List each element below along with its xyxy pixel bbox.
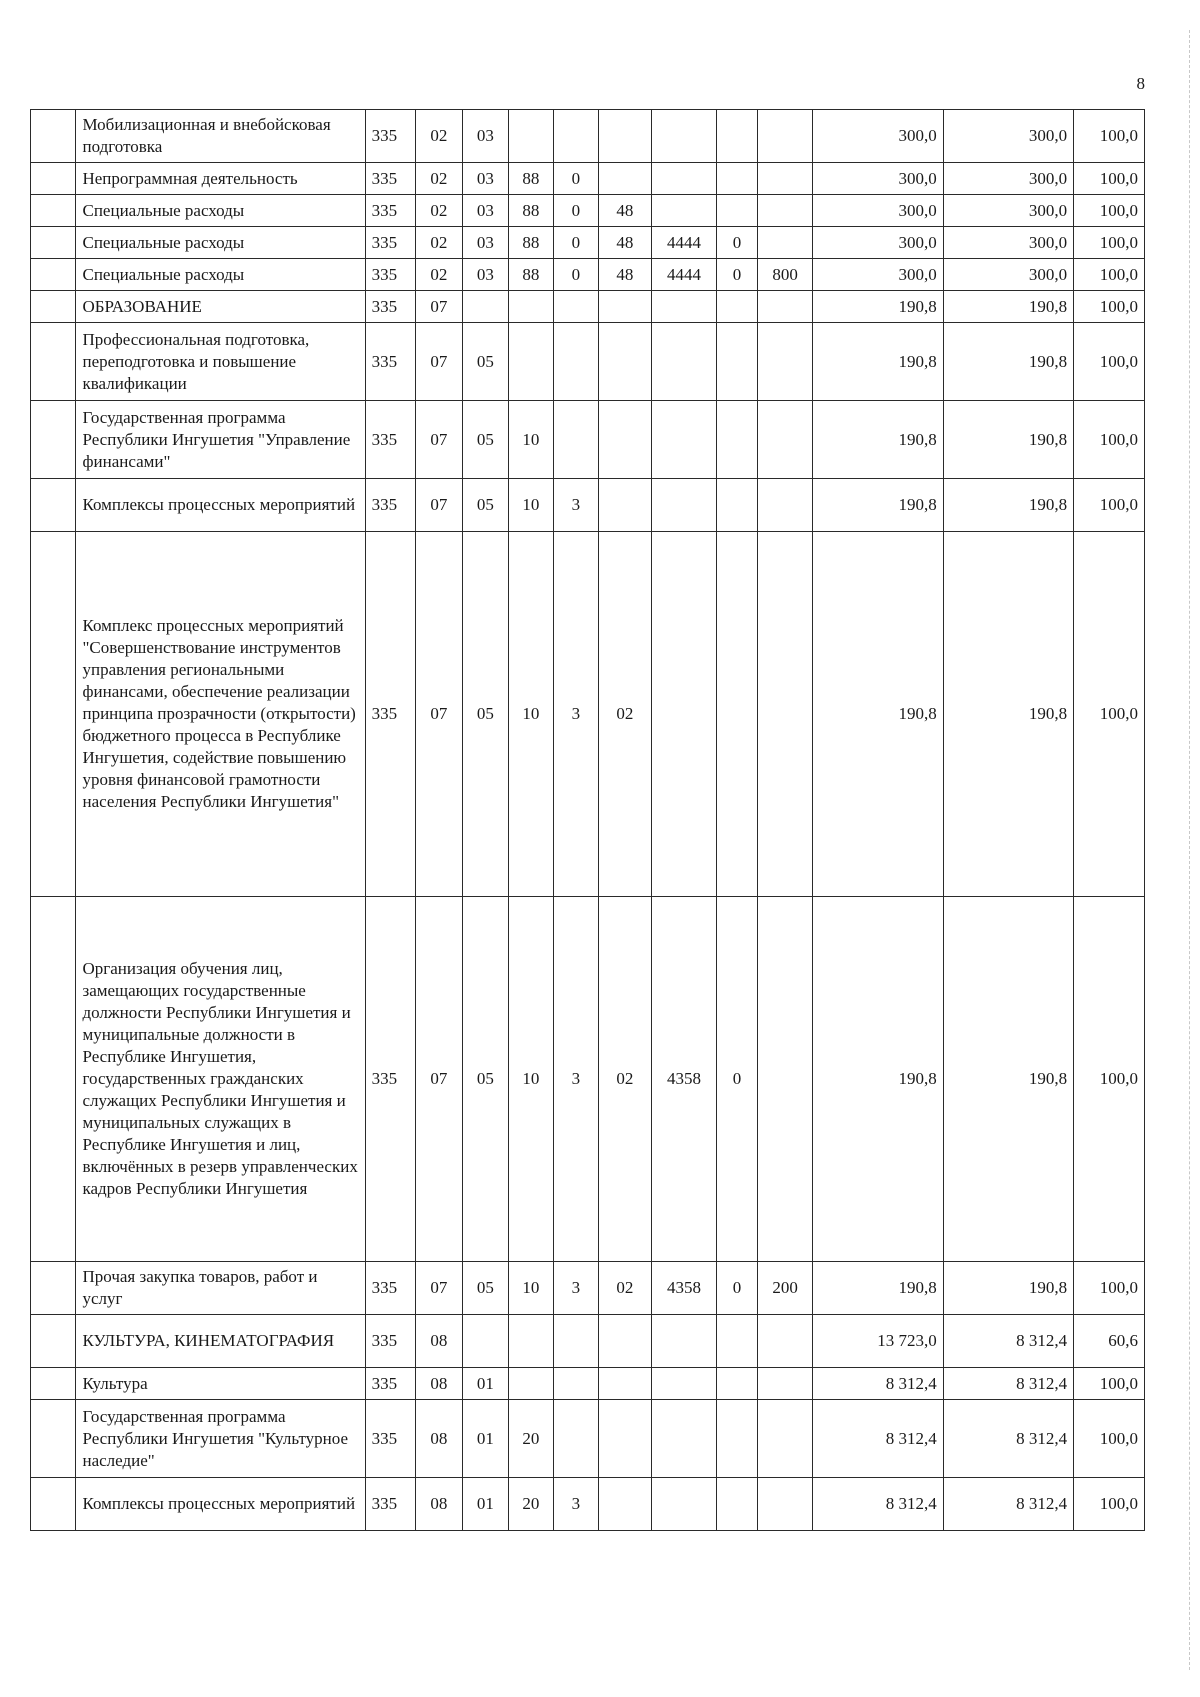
code-program: 88	[509, 195, 553, 227]
code-program: 10	[509, 897, 553, 1262]
code-subprogram	[553, 1315, 598, 1368]
amount-plan: 8 312,4	[813, 1400, 943, 1478]
code-direction	[651, 291, 717, 323]
code-subsection: 03	[462, 195, 509, 227]
table-row	[31, 401, 1145, 479]
row-name: ОБРАЗОВАНИЕ	[76, 291, 365, 323]
code-direction-suffix	[717, 401, 757, 479]
row-name: Специальные расходы	[76, 227, 365, 259]
code-program: 88	[509, 259, 553, 291]
row-index-cell	[31, 1478, 76, 1531]
code-direction	[651, 1315, 717, 1368]
code-subprogram	[553, 323, 598, 401]
code-program: 20	[509, 1478, 553, 1531]
amount-percent: 100,0	[1074, 1368, 1145, 1400]
row-index-cell	[31, 479, 76, 532]
code-direction: 4358	[651, 1262, 717, 1315]
code-subsection: 03	[462, 227, 509, 259]
code-section: 02	[416, 110, 463, 163]
code-expense-type	[757, 1478, 813, 1531]
code-expense-type	[757, 897, 813, 1262]
code-subsection	[462, 1315, 509, 1368]
code-subsection: 05	[462, 897, 509, 1262]
code-direction-suffix	[717, 1400, 757, 1478]
code-program: 20	[509, 1400, 553, 1478]
code-direction-suffix	[717, 1368, 757, 1400]
amount-percent: 100,0	[1074, 163, 1145, 195]
code-admin: 335	[365, 1478, 416, 1531]
code-program	[509, 1368, 553, 1400]
amount-percent: 100,0	[1074, 110, 1145, 163]
code-admin: 335	[365, 163, 416, 195]
row-name: Государственная программа Республики Ингушетия "Культурное наследие"	[76, 1400, 365, 1478]
code-admin: 335	[365, 227, 416, 259]
code-direction	[651, 479, 717, 532]
budget-table	[30, 109, 1145, 1531]
code-expense-type: 200	[757, 1262, 813, 1315]
amount-percent: 100,0	[1074, 1262, 1145, 1315]
row-name: Государственная программа Республики Ингушетия "Управление финансами"	[76, 401, 365, 479]
code-direction-suffix	[717, 110, 757, 163]
amount-plan: 8 312,4	[813, 1478, 943, 1531]
code-program: 10	[509, 401, 553, 479]
code-expense-type	[757, 479, 813, 532]
amount-fact: 8 312,4	[943, 1368, 1073, 1400]
row-index-cell	[31, 1262, 76, 1315]
amount-percent: 100,0	[1074, 532, 1145, 897]
table-row	[31, 1262, 1145, 1315]
table-row	[31, 532, 1145, 897]
amount-percent: 100,0	[1074, 227, 1145, 259]
code-subprogram: 0	[553, 259, 598, 291]
code-expense-type	[757, 195, 813, 227]
code-admin: 335	[365, 897, 416, 1262]
row-name: Комплекс процессных мероприятий "Совершенствование инструментов управления региональными финансами, обеспечение реализации принципа прозрачности (открытости) бюджетного процесса в Республике Ингушетия, содействие повышению уровня финансовой грамотности населения Республики Ингушетия"	[76, 532, 365, 897]
code-direction-suffix	[717, 323, 757, 401]
code-expense-type	[757, 291, 813, 323]
table-row	[31, 291, 1145, 323]
code-direction-suffix	[717, 195, 757, 227]
row-index-cell	[31, 401, 76, 479]
code-section: 07	[416, 479, 463, 532]
table-row	[31, 479, 1145, 532]
code-direction	[651, 110, 717, 163]
code-activity	[599, 479, 652, 532]
amount-plan: 190,8	[813, 323, 943, 401]
code-subprogram	[553, 401, 598, 479]
code-direction: 4444	[651, 259, 717, 291]
code-activity	[599, 401, 652, 479]
code-section: 08	[416, 1368, 463, 1400]
code-direction	[651, 532, 717, 897]
code-activity: 02	[599, 897, 652, 1262]
amount-percent: 100,0	[1074, 1478, 1145, 1531]
code-direction	[651, 323, 717, 401]
code-expense-type	[757, 1315, 813, 1368]
code-expense-type	[757, 163, 813, 195]
amount-plan: 13 723,0	[813, 1315, 943, 1368]
code-program	[509, 110, 553, 163]
row-index-cell	[31, 259, 76, 291]
code-subsection: 05	[462, 401, 509, 479]
code-direction: 4444	[651, 227, 717, 259]
amount-plan: 300,0	[813, 163, 943, 195]
row-index-cell	[31, 897, 76, 1262]
code-activity	[599, 1315, 652, 1368]
row-index-cell	[31, 1315, 76, 1368]
code-subprogram: 3	[553, 532, 598, 897]
code-subsection: 03	[462, 110, 509, 163]
amount-fact: 190,8	[943, 897, 1073, 1262]
code-admin: 335	[365, 195, 416, 227]
amount-percent: 100,0	[1074, 291, 1145, 323]
code-section: 08	[416, 1400, 463, 1478]
code-activity	[599, 1478, 652, 1531]
row-name: Непрограммная деятельность	[76, 163, 365, 195]
code-activity	[599, 1368, 652, 1400]
code-program	[509, 1315, 553, 1368]
code-section: 07	[416, 897, 463, 1262]
table-row	[31, 897, 1145, 1262]
code-expense-type	[757, 401, 813, 479]
code-direction-suffix	[717, 291, 757, 323]
code-activity	[599, 1400, 652, 1478]
code-expense-type	[757, 1400, 813, 1478]
page-number: 8	[1136, 74, 1145, 93]
table-row	[31, 1315, 1145, 1368]
row-name: Прочая закупка товаров, работ и услуг	[76, 1262, 365, 1315]
row-index-cell	[31, 1368, 76, 1400]
amount-fact: 300,0	[943, 195, 1073, 227]
row-index-cell	[31, 1400, 76, 1478]
code-direction-suffix: 0	[717, 1262, 757, 1315]
code-subsection	[462, 291, 509, 323]
code-subsection: 03	[462, 259, 509, 291]
code-activity: 48	[599, 227, 652, 259]
table-row	[31, 195, 1145, 227]
table-row	[31, 163, 1145, 195]
code-subsection: 05	[462, 479, 509, 532]
code-section: 08	[416, 1478, 463, 1531]
amount-fact: 190,8	[943, 1262, 1073, 1315]
amount-percent: 100,0	[1074, 897, 1145, 1262]
code-subprogram: 3	[553, 1478, 598, 1531]
code-expense-type: 800	[757, 259, 813, 291]
table-row	[31, 259, 1145, 291]
code-activity	[599, 110, 652, 163]
code-admin: 335	[365, 479, 416, 532]
row-index-cell	[31, 163, 76, 195]
code-subsection: 05	[462, 323, 509, 401]
code-subsection: 05	[462, 532, 509, 897]
code-section: 08	[416, 1315, 463, 1368]
table-row	[31, 1478, 1145, 1531]
row-index-cell	[31, 532, 76, 897]
amount-fact: 190,8	[943, 532, 1073, 897]
code-admin: 335	[365, 259, 416, 291]
code-section: 07	[416, 323, 463, 401]
code-section: 02	[416, 227, 463, 259]
table-row	[31, 227, 1145, 259]
amount-plan: 8 312,4	[813, 1368, 943, 1400]
row-name: КУЛЬТУРА, КИНЕМАТОГРАФИЯ	[76, 1315, 365, 1368]
amount-fact: 190,8	[943, 291, 1073, 323]
code-activity: 02	[599, 1262, 652, 1315]
code-section: 02	[416, 163, 463, 195]
code-section: 07	[416, 532, 463, 897]
code-direction-suffix: 0	[717, 897, 757, 1262]
code-subsection: 01	[462, 1368, 509, 1400]
amount-fact: 8 312,4	[943, 1400, 1073, 1478]
code-subsection: 03	[462, 163, 509, 195]
row-name: Профессиональная подготовка, переподготовка и повышение квалификации	[76, 323, 365, 401]
code-expense-type	[757, 227, 813, 259]
code-direction	[651, 1400, 717, 1478]
code-direction	[651, 195, 717, 227]
row-name: Специальные расходы	[76, 195, 365, 227]
code-expense-type	[757, 323, 813, 401]
code-direction	[651, 1368, 717, 1400]
code-expense-type	[757, 532, 813, 897]
amount-percent: 60,6	[1074, 1315, 1145, 1368]
code-subprogram: 0	[553, 163, 598, 195]
code-subsection: 01	[462, 1400, 509, 1478]
code-activity: 48	[599, 259, 652, 291]
row-name: Специальные расходы	[76, 259, 365, 291]
code-admin: 335	[365, 110, 416, 163]
amount-percent: 100,0	[1074, 195, 1145, 227]
code-activity: 48	[599, 195, 652, 227]
code-program: 10	[509, 532, 553, 897]
code-subprogram: 3	[553, 479, 598, 532]
code-direction-suffix: 0	[717, 227, 757, 259]
code-program	[509, 323, 553, 401]
code-section: 07	[416, 291, 463, 323]
table-row	[31, 1400, 1145, 1478]
amount-plan: 190,8	[813, 291, 943, 323]
code-direction	[651, 1478, 717, 1531]
code-direction-suffix	[717, 532, 757, 897]
code-activity: 02	[599, 532, 652, 897]
amount-fact: 190,8	[943, 323, 1073, 401]
code-admin: 335	[365, 532, 416, 897]
amount-plan: 190,8	[813, 479, 943, 532]
code-direction-suffix: 0	[717, 259, 757, 291]
code-expense-type	[757, 1368, 813, 1400]
code-expense-type	[757, 110, 813, 163]
code-subprogram	[553, 1400, 598, 1478]
code-section: 07	[416, 1262, 463, 1315]
code-subprogram: 3	[553, 897, 598, 1262]
code-program: 10	[509, 1262, 553, 1315]
code-subsection: 05	[462, 1262, 509, 1315]
code-direction: 4358	[651, 897, 717, 1262]
amount-fact: 300,0	[943, 110, 1073, 163]
code-subsection: 01	[462, 1478, 509, 1531]
amount-fact: 300,0	[943, 227, 1073, 259]
code-admin: 335	[365, 1315, 416, 1368]
code-subprogram: 0	[553, 227, 598, 259]
amount-plan: 190,8	[813, 401, 943, 479]
amount-percent: 100,0	[1074, 323, 1145, 401]
amount-fact: 8 312,4	[943, 1478, 1073, 1531]
code-direction	[651, 163, 717, 195]
code-subprogram: 0	[553, 195, 598, 227]
row-name: Организация обучения лиц, замещающих государственные должности Республики Ингушетия и муниципальные должности в Республике Ингушетия, государственных гражданских служащих Республики Ингушетия и муниципальных служащих в Республике Ингушетия и лиц, включённых в резерв управленческих кадров Республики Ингушетия	[76, 897, 365, 1262]
code-admin: 335	[365, 291, 416, 323]
amount-plan: 190,8	[813, 532, 943, 897]
amount-plan: 190,8	[813, 1262, 943, 1315]
table-row	[31, 110, 1145, 163]
code-direction-suffix	[717, 479, 757, 532]
row-index-cell	[31, 195, 76, 227]
amount-plan: 300,0	[813, 227, 943, 259]
code-subprogram: 3	[553, 1262, 598, 1315]
code-section: 02	[416, 259, 463, 291]
code-admin: 335	[365, 1262, 416, 1315]
amount-percent: 100,0	[1074, 1400, 1145, 1478]
amount-fact: 190,8	[943, 401, 1073, 479]
amount-fact: 190,8	[943, 479, 1073, 532]
row-name: Мобилизационная и внебойсковая подготовка	[76, 110, 365, 163]
code-program: 88	[509, 227, 553, 259]
code-subprogram	[553, 1368, 598, 1400]
code-section: 07	[416, 401, 463, 479]
amount-fact: 300,0	[943, 163, 1073, 195]
amount-fact: 8 312,4	[943, 1315, 1073, 1368]
row-index-cell	[31, 323, 76, 401]
table-row	[31, 1368, 1145, 1400]
code-section: 02	[416, 195, 463, 227]
row-name: Культура	[76, 1368, 365, 1400]
row-index-cell	[31, 291, 76, 323]
code-program: 10	[509, 479, 553, 532]
scan-edge-line	[1189, 30, 1190, 1670]
amount-plan: 190,8	[813, 897, 943, 1262]
amount-plan: 300,0	[813, 259, 943, 291]
code-subprogram	[553, 110, 598, 163]
row-index-cell	[31, 110, 76, 163]
amount-fact: 300,0	[943, 259, 1073, 291]
code-activity	[599, 163, 652, 195]
code-admin: 335	[365, 1368, 416, 1400]
code-direction-suffix	[717, 1478, 757, 1531]
code-activity	[599, 291, 652, 323]
amount-percent: 100,0	[1074, 401, 1145, 479]
code-subprogram	[553, 291, 598, 323]
amount-plan: 300,0	[813, 195, 943, 227]
row-index-cell	[31, 227, 76, 259]
code-direction-suffix	[717, 1315, 757, 1368]
code-admin: 335	[365, 1400, 416, 1478]
amount-plan: 300,0	[813, 110, 943, 163]
code-admin: 335	[365, 401, 416, 479]
code-program	[509, 291, 553, 323]
amount-percent: 100,0	[1074, 259, 1145, 291]
code-admin: 335	[365, 323, 416, 401]
code-direction-suffix	[717, 163, 757, 195]
row-name: Комплексы процессных мероприятий	[76, 479, 365, 532]
code-activity	[599, 323, 652, 401]
row-name: Комплексы процессных мероприятий	[76, 1478, 365, 1531]
table-row	[31, 323, 1145, 401]
code-program: 88	[509, 163, 553, 195]
code-direction	[651, 401, 717, 479]
amount-percent: 100,0	[1074, 479, 1145, 532]
